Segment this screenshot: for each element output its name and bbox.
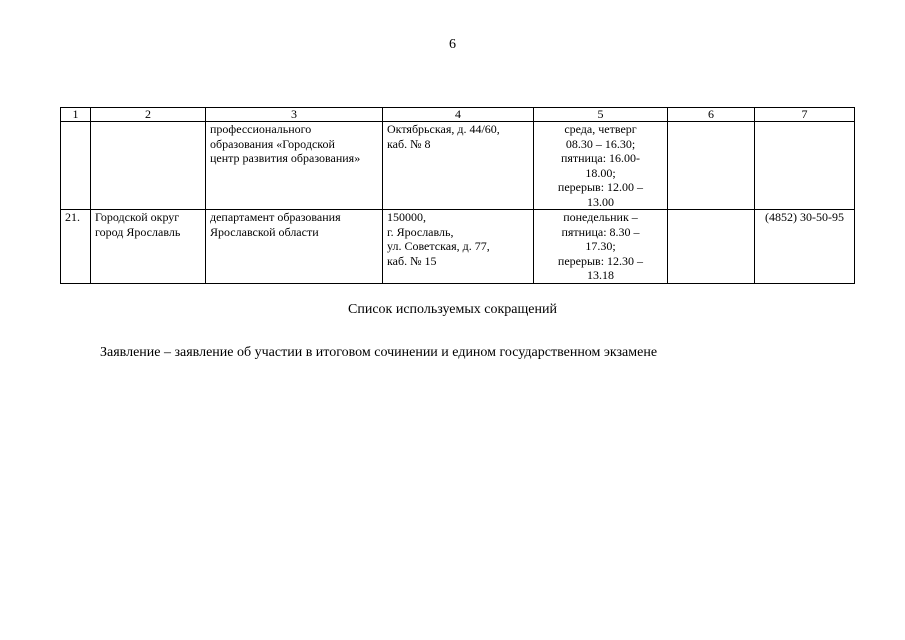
schedule-line: 13.18 (587, 268, 614, 282)
schedule-line: понедельник – (563, 210, 638, 224)
address-line: ул. Советская, д. 77, (387, 239, 490, 253)
abbreviations-title: Список используемых сокращений (348, 302, 557, 317)
address-cell (383, 210, 534, 284)
organization-line: профессионального (210, 122, 312, 136)
district-cell (91, 210, 206, 284)
district-cell (91, 122, 206, 210)
schedule-line: перерыв: 12.00 – (557, 180, 644, 194)
schedule-line: пятница: 8.30 – (561, 224, 640, 239)
table-header-row (61, 108, 855, 122)
district-line: Городской округ (95, 210, 180, 224)
address-line: Октябрьская, д. 44/60, (387, 122, 500, 136)
organization-line: Ярославской области (210, 224, 319, 239)
row-number-cell (61, 122, 91, 210)
district-line: город Ярославль (95, 224, 181, 239)
address-cell (383, 122, 534, 210)
schedule-cell (534, 122, 668, 210)
column-header: 5 (534, 108, 668, 122)
schedule-line: пятница: 16.00- (560, 151, 641, 165)
phone-cell: (4852) 30-50-95 (755, 210, 855, 284)
organization-line: центр развития образования» (210, 151, 361, 165)
schedule-line: 13.00 (587, 194, 614, 209)
organization-line: департамент образования (210, 210, 341, 224)
schedule-cell (534, 210, 668, 284)
organization-line: образования «Городской (210, 136, 335, 151)
table-row (61, 122, 855, 210)
column-header: 6 (668, 108, 755, 122)
address-line: 150000, (387, 210, 426, 224)
column-6-cell (668, 210, 755, 284)
phone-cell (755, 122, 855, 210)
schedule-line: перерыв: 12.30 – (557, 253, 644, 268)
schedule-line: 17.30; (585, 239, 616, 253)
column-header: 7 (755, 108, 855, 122)
column-header: 4 (383, 108, 534, 122)
organization-cell (206, 210, 383, 284)
data-table (60, 107, 855, 284)
abbreviation-definition: Заявление – заявление об участии в итоговом сочинении и едином государственном экзамене (100, 345, 658, 360)
address-line: каб. № 15 (387, 253, 437, 268)
organization-cell (206, 122, 383, 210)
schedule-line: 08.30 – 16.30; (565, 136, 636, 151)
schedule-line: среда, четверг (564, 122, 637, 136)
address-line: каб. № 8 (387, 136, 431, 151)
row-number-cell: 21. (61, 210, 91, 284)
column-header: 2 (91, 108, 206, 122)
column-6-cell (668, 122, 755, 210)
column-header: 1 (61, 108, 91, 122)
table-row (61, 210, 855, 284)
address-line: г. Ярославль, (387, 224, 454, 239)
column-header: 3 (206, 108, 383, 122)
page-number: 6 (449, 37, 456, 52)
schedule-line: 18.00; (585, 165, 616, 180)
